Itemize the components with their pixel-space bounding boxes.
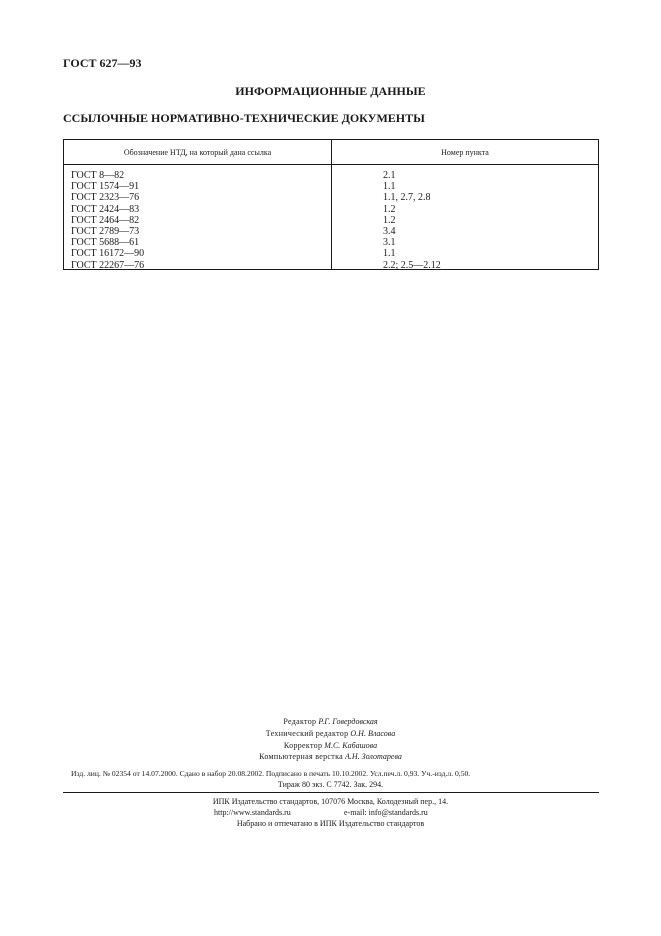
column-header-clause: Номер пункта bbox=[441, 148, 489, 157]
table-cell-document: ГОСТ 5688—61 bbox=[71, 237, 140, 249]
credit-layout bbox=[0, 752, 661, 761]
section-title: ИНФОРМАЦИОННЫЕ ДАННЫЕ bbox=[235, 84, 426, 98]
divider-rule bbox=[63, 792, 599, 793]
table-cell-document: ГОСТ 2323—76 bbox=[71, 192, 140, 204]
credit-editor bbox=[0, 717, 661, 726]
credit-name: М.С. Кабашова bbox=[324, 741, 378, 750]
credit-role: Технический редактор bbox=[265, 729, 349, 738]
table-cell-document: ГОСТ 8—82 bbox=[71, 170, 125, 181]
table-cell-clause: 1.1 bbox=[383, 248, 396, 260]
table-cell-document: ГОСТ 2464—82 bbox=[71, 214, 140, 226]
publisher-address: ИПК Издательство стандартов, 107076 Москва, Колодезный пер., 14. bbox=[212, 797, 449, 806]
reference-table bbox=[63, 139, 599, 270]
credit-corrector bbox=[0, 741, 661, 750]
credit-name: Р.Г. Говердовская bbox=[318, 717, 378, 726]
table-cell-clause: 1.2 bbox=[383, 214, 396, 226]
table-cell-clause: 1.2 bbox=[383, 203, 396, 215]
section-subtitle: ССЫЛОЧНЫЕ НОРМАТИВНО-ТЕХНИЧЕСКИЕ ДОКУМЕНТЫ bbox=[63, 111, 425, 125]
table-cell-clause: 1.1, 2.7, 2.8 bbox=[383, 192, 431, 204]
credit-role: Компьютерная верстка bbox=[259, 752, 343, 761]
table-cell-document: ГОСТ 1574—91 bbox=[71, 181, 140, 193]
column-header-document: Обозначение НТД, на который дана ссылка bbox=[123, 148, 272, 157]
publisher-email: e-mail: info@standards.ru bbox=[344, 808, 428, 817]
table-cell-document: ГОСТ 22267—76 bbox=[71, 259, 145, 271]
clause-column bbox=[383, 170, 441, 271]
credit-role: Редактор bbox=[283, 717, 317, 726]
table-cell-clause: 1.1 bbox=[383, 181, 396, 193]
document-code: ГОСТ 627—93 bbox=[63, 56, 142, 70]
printing-note: Набрано и отпечатано в ИПК Издательство стандартов bbox=[236, 819, 425, 828]
imprint-run: Тираж 80 экз. С 7742. Зак. 294. bbox=[277, 780, 384, 789]
table-cell-clause: 3.4 bbox=[383, 225, 396, 237]
table-cell-clause: 3.1 bbox=[383, 237, 396, 249]
table-cell-clause: 2.1 bbox=[383, 170, 396, 181]
table-cell-document: ГОСТ 2789—73 bbox=[71, 225, 140, 237]
credit-role: Корректор bbox=[283, 741, 323, 750]
publisher-website: http://www.standards.ru bbox=[214, 808, 291, 817]
credit-name: О.Н. Власова bbox=[350, 729, 396, 738]
table-cell-document: ГОСТ 16172—90 bbox=[71, 248, 145, 260]
imprint-line: Изд. лиц. № 02354 от 14.07.2000. Сдано в набор 20.08.2002. Подписано в печать 10.10.2002. Усл.печ.л. 0,93. Уч.-изд.л. 0,50. bbox=[71, 769, 471, 778]
document-column bbox=[71, 170, 144, 271]
table-cell-clause: 2.2; 2.5—2.12 bbox=[383, 259, 441, 271]
table-header-row bbox=[64, 140, 598, 165]
table-cell-document: ГОСТ 2424—83 bbox=[71, 203, 140, 215]
credit-name: А.Н. Золотарева bbox=[345, 752, 402, 761]
credit-tech-editor bbox=[0, 729, 661, 738]
